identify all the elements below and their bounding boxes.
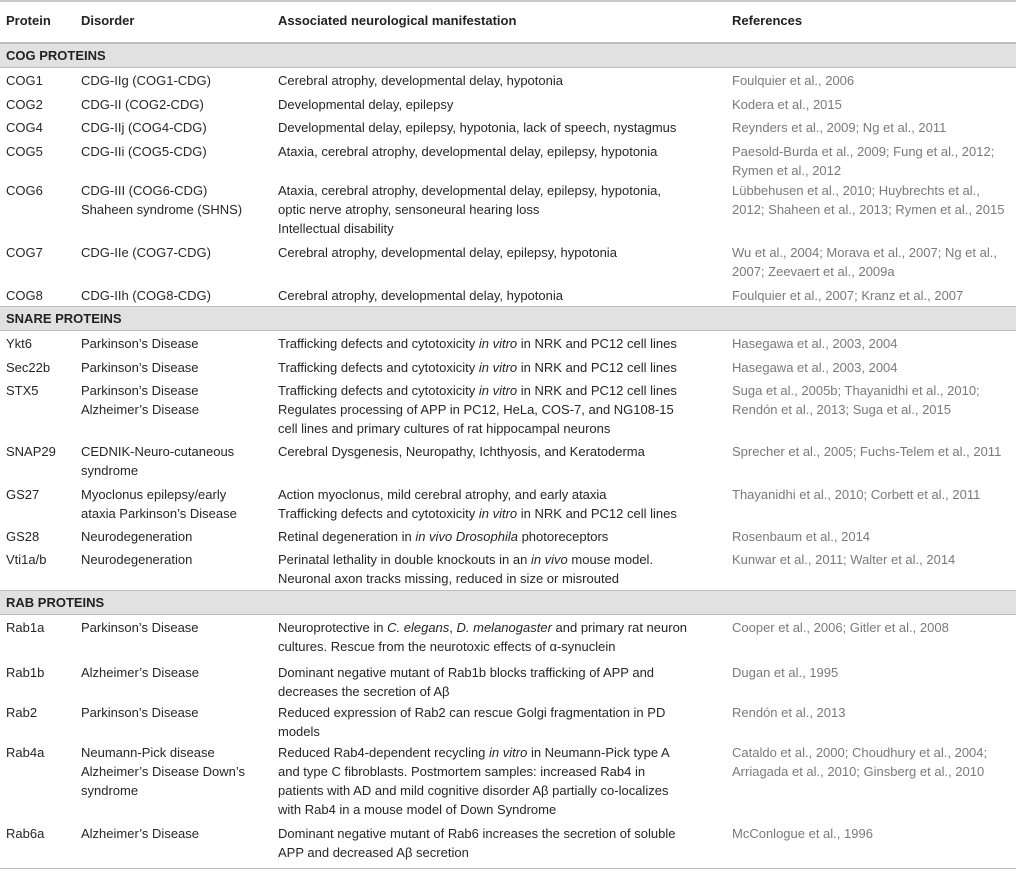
disorder-cell-line: CDG-IIi (COG5-CDG) [81,144,207,159]
manifestation-cell-line: Perinatal lethality in double knockouts in an in vivo mouse model. [278,552,654,567]
manifestation-cell-line: Reduced Rab4-dependent recycling in vitro in Neumann-Pick type A [278,745,670,760]
disorder-cell-line: Alzheimer’s Disease [81,826,200,841]
disorder-cell [81,527,192,546]
protein-cell: Rab1b [6,665,45,680]
references-cell-line: Hasegawa et al., 2003, 2004 [732,336,898,351]
references-cell-line: Foulquier et al., 2007; Kranz et al., 2007 [732,288,964,303]
disorder-cell-line: Myoclonus epilepsy/early [81,487,227,502]
table-bottom-rule [0,868,1016,869]
disorder-cell-line: Alzheimer’s Disease [81,665,200,680]
table-row [0,547,1016,590]
manifestation-cell [278,527,608,546]
references-cell-line: Lübbehusen et al., 2010; Huybrechts et al., [732,183,980,198]
disorder-cell [81,71,211,90]
references-cell-line: 2012; Shaheen et al., 2013; Rymen et al., 2015 [732,202,1005,217]
manifestation-cell-line: Trafficking defects and cytotoxicity in vitro in NRK and PC12 cell lines [278,360,677,375]
references-cell [732,181,1004,219]
disorder-cell [81,334,199,353]
section-header [0,43,1016,68]
table-row [0,700,1016,740]
section-title: COG PROTEINS [6,48,106,63]
references-cell [732,485,980,504]
manifestation-cell-line: with Rab4 in a mouse model of Down Syndrome [278,802,557,817]
table-row [0,740,1016,821]
table-row [0,68,1016,92]
references-cell-line: Thayanidhi et al., 2010; Corbett et al., 2011 [732,487,981,502]
protein-cell: Sec22b [6,360,51,375]
references-cell-line: Paesold-Burda et al., 2009; Fung et al., 2012; [732,144,995,159]
disorder-cell-line: Neurodegeneration [81,552,193,567]
manifestation-cell-line: Neuroprotective in C. elegans, D. melanogaster and primary rat neuron [278,620,688,635]
table-body [0,43,1016,869]
table-header [0,0,1016,43]
references-cell-line: Kodera et al., 2015 [732,97,842,112]
references-cell-line: McConlogue et al., 1996 [732,826,873,841]
disorder-cell [81,358,199,377]
disorder-cell [81,95,204,114]
references-cell [732,618,949,637]
disorder-cell [81,743,245,800]
manifestation-cell-line: Cerebral atrophy, developmental delay, hypotonia [278,73,563,88]
references-cell-line: Foulquier et al., 2006 [732,73,855,88]
manifestation-cell [278,243,617,262]
protein-cell: GS27 [6,487,40,502]
table-row [0,355,1016,378]
manifestation-cell [278,71,563,90]
manifestation-cell [278,618,687,656]
disorder-cell [81,181,242,219]
disorder-cell [81,118,207,137]
protein-cell: Rab1a [6,620,45,635]
table-row [0,482,1016,524]
references-cell [732,286,963,305]
manifestation-cell-line: Dominant negative mutant of Rab1b blocks trafficking of APP and [278,665,655,680]
table-row [0,178,1016,240]
protein-cell: SNAP29 [6,444,56,459]
manifestation-cell [278,703,665,741]
manifestation-cell [278,358,677,377]
manifestation-cell [278,663,654,701]
manifestation-cell-line: Regulates processing of APP in PC12, HeLa, COS-7, and NG108-15 [278,402,674,417]
manifestation-cell [278,550,653,588]
references-cell-line: Suga et al., 2005b; Thayanidhi et al., 2010; [732,383,980,398]
protein-cell: Vti1a/b [6,552,47,567]
manifestation-cell-line: Cerebral atrophy, developmental delay, hypotonia [278,288,563,303]
manifestation-cell [278,95,453,114]
references-cell [732,243,997,281]
protein-cell: COG4 [6,120,43,135]
disorder-cell-line: ataxia Parkinson’s Disease [81,506,237,521]
disorder-cell-line: CEDNIK-Neuro-cutaneous [81,444,235,459]
table-row [0,660,1016,700]
references-cell [732,703,845,722]
disorder-cell [81,142,207,161]
manifestation-cell [278,286,563,305]
references-cell [732,334,898,353]
manifestation-cell-line: models [278,724,320,739]
table-row [0,439,1016,482]
protein-cell: COG5 [6,144,43,159]
disorder-cell-line: syndrome [81,783,139,798]
manifestation-cell-line: Retinal degeneration in in vivo Drosophila photoreceptors [278,529,609,544]
references-cell-line: Kunwar et al., 2011; Walter et al., 2014 [732,552,956,567]
manifestation-cell-line: Trafficking defects and cytotoxicity in vitro in NRK and PC12 cell lines [278,506,677,521]
disorder-cell-line: Neurodegeneration [81,529,193,544]
manifestation-cell [278,334,677,353]
disorder-cell [81,286,211,305]
references-cell-line: Rendón et al., 2013 [732,705,846,720]
manifestation-cell [278,824,675,862]
disorder-cell [81,824,199,843]
manifestation-cell-line: and type C fibroblasts. Postmortem samples: increased Rab4 in [278,764,646,779]
references-cell-line: Wu et al., 2004; Morava et al., 2007; Ng et al., [732,245,997,260]
protein-cell: Ykt6 [6,336,33,351]
references-cell [732,663,838,682]
manifestation-cell-line: cell lines and primary cultures of rat hippocampal neurons [278,421,611,436]
references-cell-line: Reynders et al., 2009; Ng et al., 2011 [732,120,947,135]
references-cell-line: Rosenbaum et al., 2014 [732,529,871,544]
manifestation-cell-line: Ataxia, cerebral atrophy, developmental delay, epilepsy, hypotonia, [278,183,662,198]
disorder-cell [81,485,237,523]
manifestation-cell-line: Dominant negative mutant of Rab6 increases the secretion of soluble [278,826,676,841]
manifestation-cell-line: cultures. Rescue from the neurotoxic effects of α-synuclein [278,639,616,654]
disorder-cell-line: CDG-IIj (COG4-CDG) [81,120,207,135]
table-row [0,331,1016,355]
column-header-manifestation: Associated neurological manifestation [278,13,517,28]
references-cell-line: 2007; Zeevaert et al., 2009a [732,264,895,279]
references-cell [732,95,842,114]
manifestation-cell [278,743,670,819]
disorder-cell [81,703,199,722]
section-header [0,590,1016,615]
disorder-cell-line: Shaheen syndrome (SHNS) [81,202,243,217]
references-cell [732,381,980,419]
manifestation-cell-line: Cerebral atrophy, developmental delay, epilepsy, hypotonia [278,245,617,260]
manifestation-cell-line: Cerebral Dysgenesis, Neuropathy, Ichthyosis, and Keratoderma [278,444,645,459]
references-cell-line: Dugan et al., 1995 [732,665,839,680]
table-row [0,378,1016,439]
references-cell [732,142,994,180]
protein-cell: Rab2 [6,705,38,720]
manifestation-cell-line: Developmental delay, epilepsy [278,97,454,112]
disorder-cell-line: Parkinson’s Disease [81,383,199,398]
disorder-cell [81,663,199,682]
manifestation-cell-line: APP and decreased Aβ secretion [278,845,469,860]
disorder-cell-line: Alzheimer’s Disease Down’s [81,764,246,779]
column-header-references: References [732,13,803,28]
disorder-cell [81,618,199,637]
manifestation-cell [278,381,677,438]
disorder-cell [81,442,234,480]
references-cell-line: Cataldo et al., 2000; Choudhury et al., 2004; [732,745,988,760]
manifestation-cell-line: decreases the secretion of Aβ [278,684,450,699]
references-cell [732,71,854,90]
manifestation-cell [278,181,661,238]
manifestation-cell-line: Trafficking defects and cytotoxicity in vitro in NRK and PC12 cell lines [278,336,677,351]
manifestation-cell-line: Developmental delay, epilepsy, hypotonia, lack of speech, nystagmus [278,120,677,135]
manifestation-cell-line: Ataxia, cerebral atrophy, developmental delay, epilepsy, hypotonia [278,144,658,159]
protein-cell: COG6 [6,183,43,198]
manifestation-cell-line: Reduced expression of Rab2 can rescue Golgi fragmentation in PD [278,705,666,720]
manifestation-cell-line: Action myoclonus, mild cerebral atrophy, and early ataxia [278,487,607,502]
references-cell [732,824,873,843]
table-row [0,92,1016,115]
disorder-cell-line: Alzheimer’s Disease [81,402,200,417]
references-cell-line: Arriagada et al., 2010; Ginsberg et al., 2010 [732,764,985,779]
disorder-cell-line: CDG-IIh (COG8-CDG) [81,288,211,303]
protein-cell: COG2 [6,97,43,112]
manifestation-cell-line: optic nerve atrophy, sensoneural hearing loss [278,202,540,217]
manifestation-cell [278,142,657,161]
references-cell [732,118,946,137]
manifestation-cell [278,485,677,523]
section-title: SNARE PROTEINS [6,311,122,326]
disorder-cell-line: CDG-III (COG6-CDG) [81,183,208,198]
section-title: RAB PROTEINS [6,595,105,610]
protein-cell: GS28 [6,529,40,544]
manifestation-cell [278,118,676,137]
protein-cell: Rab6a [6,826,45,841]
disorder-cell [81,550,192,569]
column-header-protein: Protein [6,13,51,28]
table-row [0,240,1016,283]
references-cell [732,527,870,546]
table-row [0,821,1016,868]
protein-cell: COG8 [6,288,43,303]
disorder-cell-line: CDG-II (COG2-CDG) [81,97,204,112]
table-row [0,283,1016,306]
references-cell [732,743,987,781]
disorder-cell-line: syndrome [81,463,139,478]
references-cell-line: Cooper et al., 2006; Gitler et al., 2008 [732,620,949,635]
references-cell-line: Hasegawa et al., 2003, 2004 [732,360,898,375]
column-header-disorder: Disorder [81,13,135,28]
disorder-cell-line: CDG-IIe (COG7-CDG) [81,245,211,260]
references-cell [732,442,1001,461]
disorder-cell-line: Neumann-Pick disease [81,745,215,760]
references-cell-line: Rymen et al., 2012 [732,163,842,178]
section-header [0,306,1016,331]
protein-cell: Rab4a [6,745,45,760]
manifestation-cell [278,442,645,461]
manifestation-cell-line: Intellectual disability [278,221,394,236]
manifestation-cell-line: patients with AD and mild cognitive disorder Aβ partially co-localizes [278,783,669,798]
references-cell-line: Sprecher et al., 2005; Fuchs-Telem et al., 2011 [732,444,1002,459]
references-cell-line: Rendón et al., 2013; Suga et al., 2015 [732,402,952,417]
disorder-cell-line: Parkinson’s Disease [81,336,199,351]
disorder-cell-line: CDG-IIg (COG1-CDG) [81,73,211,88]
table-row [0,615,1016,660]
protein-cell: COG1 [6,73,43,88]
disorder-cell [81,381,199,419]
disorder-cell-line: Parkinson’s Disease [81,705,199,720]
references-cell [732,358,898,377]
protein-cell: STX5 [6,383,39,398]
disorder-cell-line: Parkinson’s Disease [81,360,199,375]
table-row [0,524,1016,547]
manifestation-cell-line: Neuronal axon tracks missing, reduced in size or misrouted [278,571,620,586]
manifestation-cell-line: Trafficking defects and cytotoxicity in vitro in NRK and PC12 cell lines [278,383,677,398]
disorder-cell-line: Parkinson’s Disease [81,620,199,635]
table-row [0,115,1016,139]
table-row [0,139,1016,178]
disorder-cell [81,243,211,262]
references-cell [732,550,955,569]
protein-cell: COG7 [6,245,43,260]
